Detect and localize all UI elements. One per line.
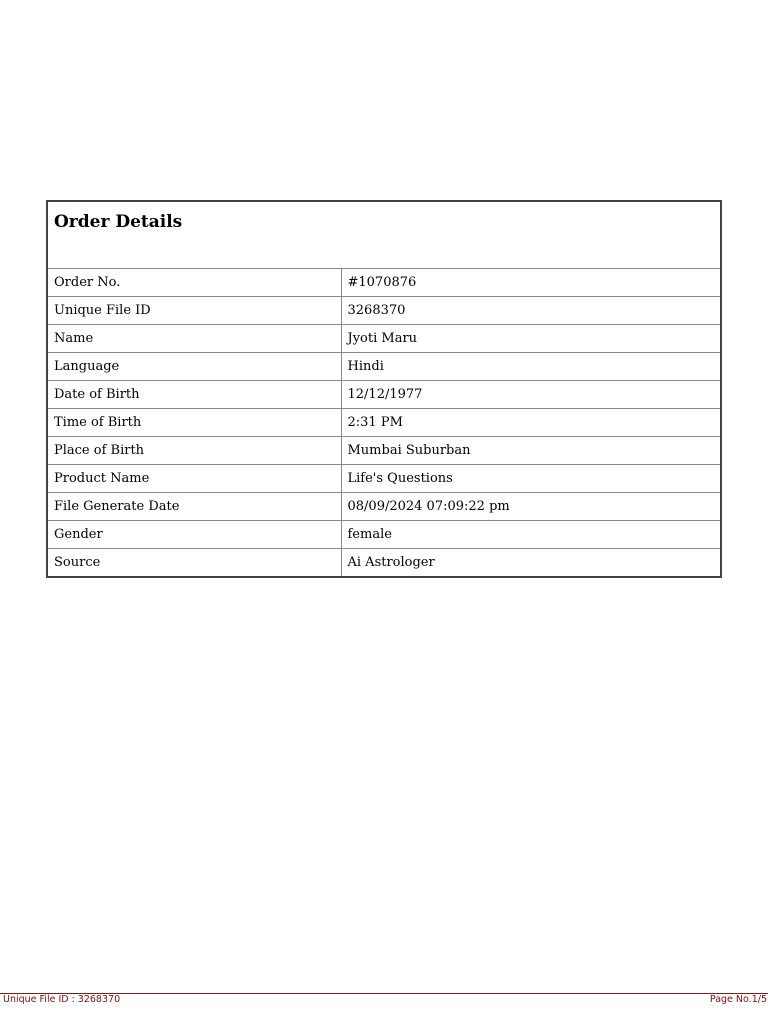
row-label: Language (47, 353, 341, 381)
row-label: Date of Birth (47, 381, 341, 409)
table-row-source (47, 549, 721, 578)
table-row-language (47, 353, 721, 381)
row-value: female (341, 521, 721, 549)
row-label: Time of Birth (47, 409, 341, 437)
row-value: 2:31 PM (341, 409, 721, 437)
row-value: Ai Astrologer (341, 549, 721, 578)
row-label: Source (47, 549, 341, 578)
row-value: 3268370 (341, 297, 721, 325)
row-value: Mumbai Suburban (341, 437, 721, 465)
table-row-product-name (47, 465, 721, 493)
row-value: Jyoti Maru (341, 325, 721, 353)
table-title: Order Details (47, 201, 721, 269)
table-row-gender (47, 521, 721, 549)
table-row-time-of-birth (47, 409, 721, 437)
table-row-date-of-birth (47, 381, 721, 409)
row-label: Name (47, 325, 341, 353)
row-label: Order No. (47, 269, 341, 297)
row-value: Hindi (341, 353, 721, 381)
footer-file-id: Unique File ID : 3268370 (3, 994, 121, 1005)
table-row-unique-file-id (47, 297, 721, 325)
row-value: #1070876 (341, 269, 721, 297)
row-value: Life's Questions (341, 465, 721, 493)
row-value: 08/09/2024 07:09:22 pm (341, 493, 721, 521)
row-label: Product Name (47, 465, 341, 493)
row-label: Gender (47, 521, 341, 549)
table-row-name (47, 325, 721, 353)
table-header-row (47, 201, 721, 269)
row-label: Place of Birth (47, 437, 341, 465)
table-row-place-of-birth (47, 437, 721, 465)
table-row-file-generate-date (47, 493, 721, 521)
row-label: Unique File ID (47, 297, 341, 325)
row-label: File Generate Date (47, 493, 341, 521)
row-value: 12/12/1977 (341, 381, 721, 409)
footer-page-number: Page No.1/5 (709, 994, 767, 1005)
table-row-order-no (47, 269, 721, 297)
order-details-table (46, 200, 722, 578)
